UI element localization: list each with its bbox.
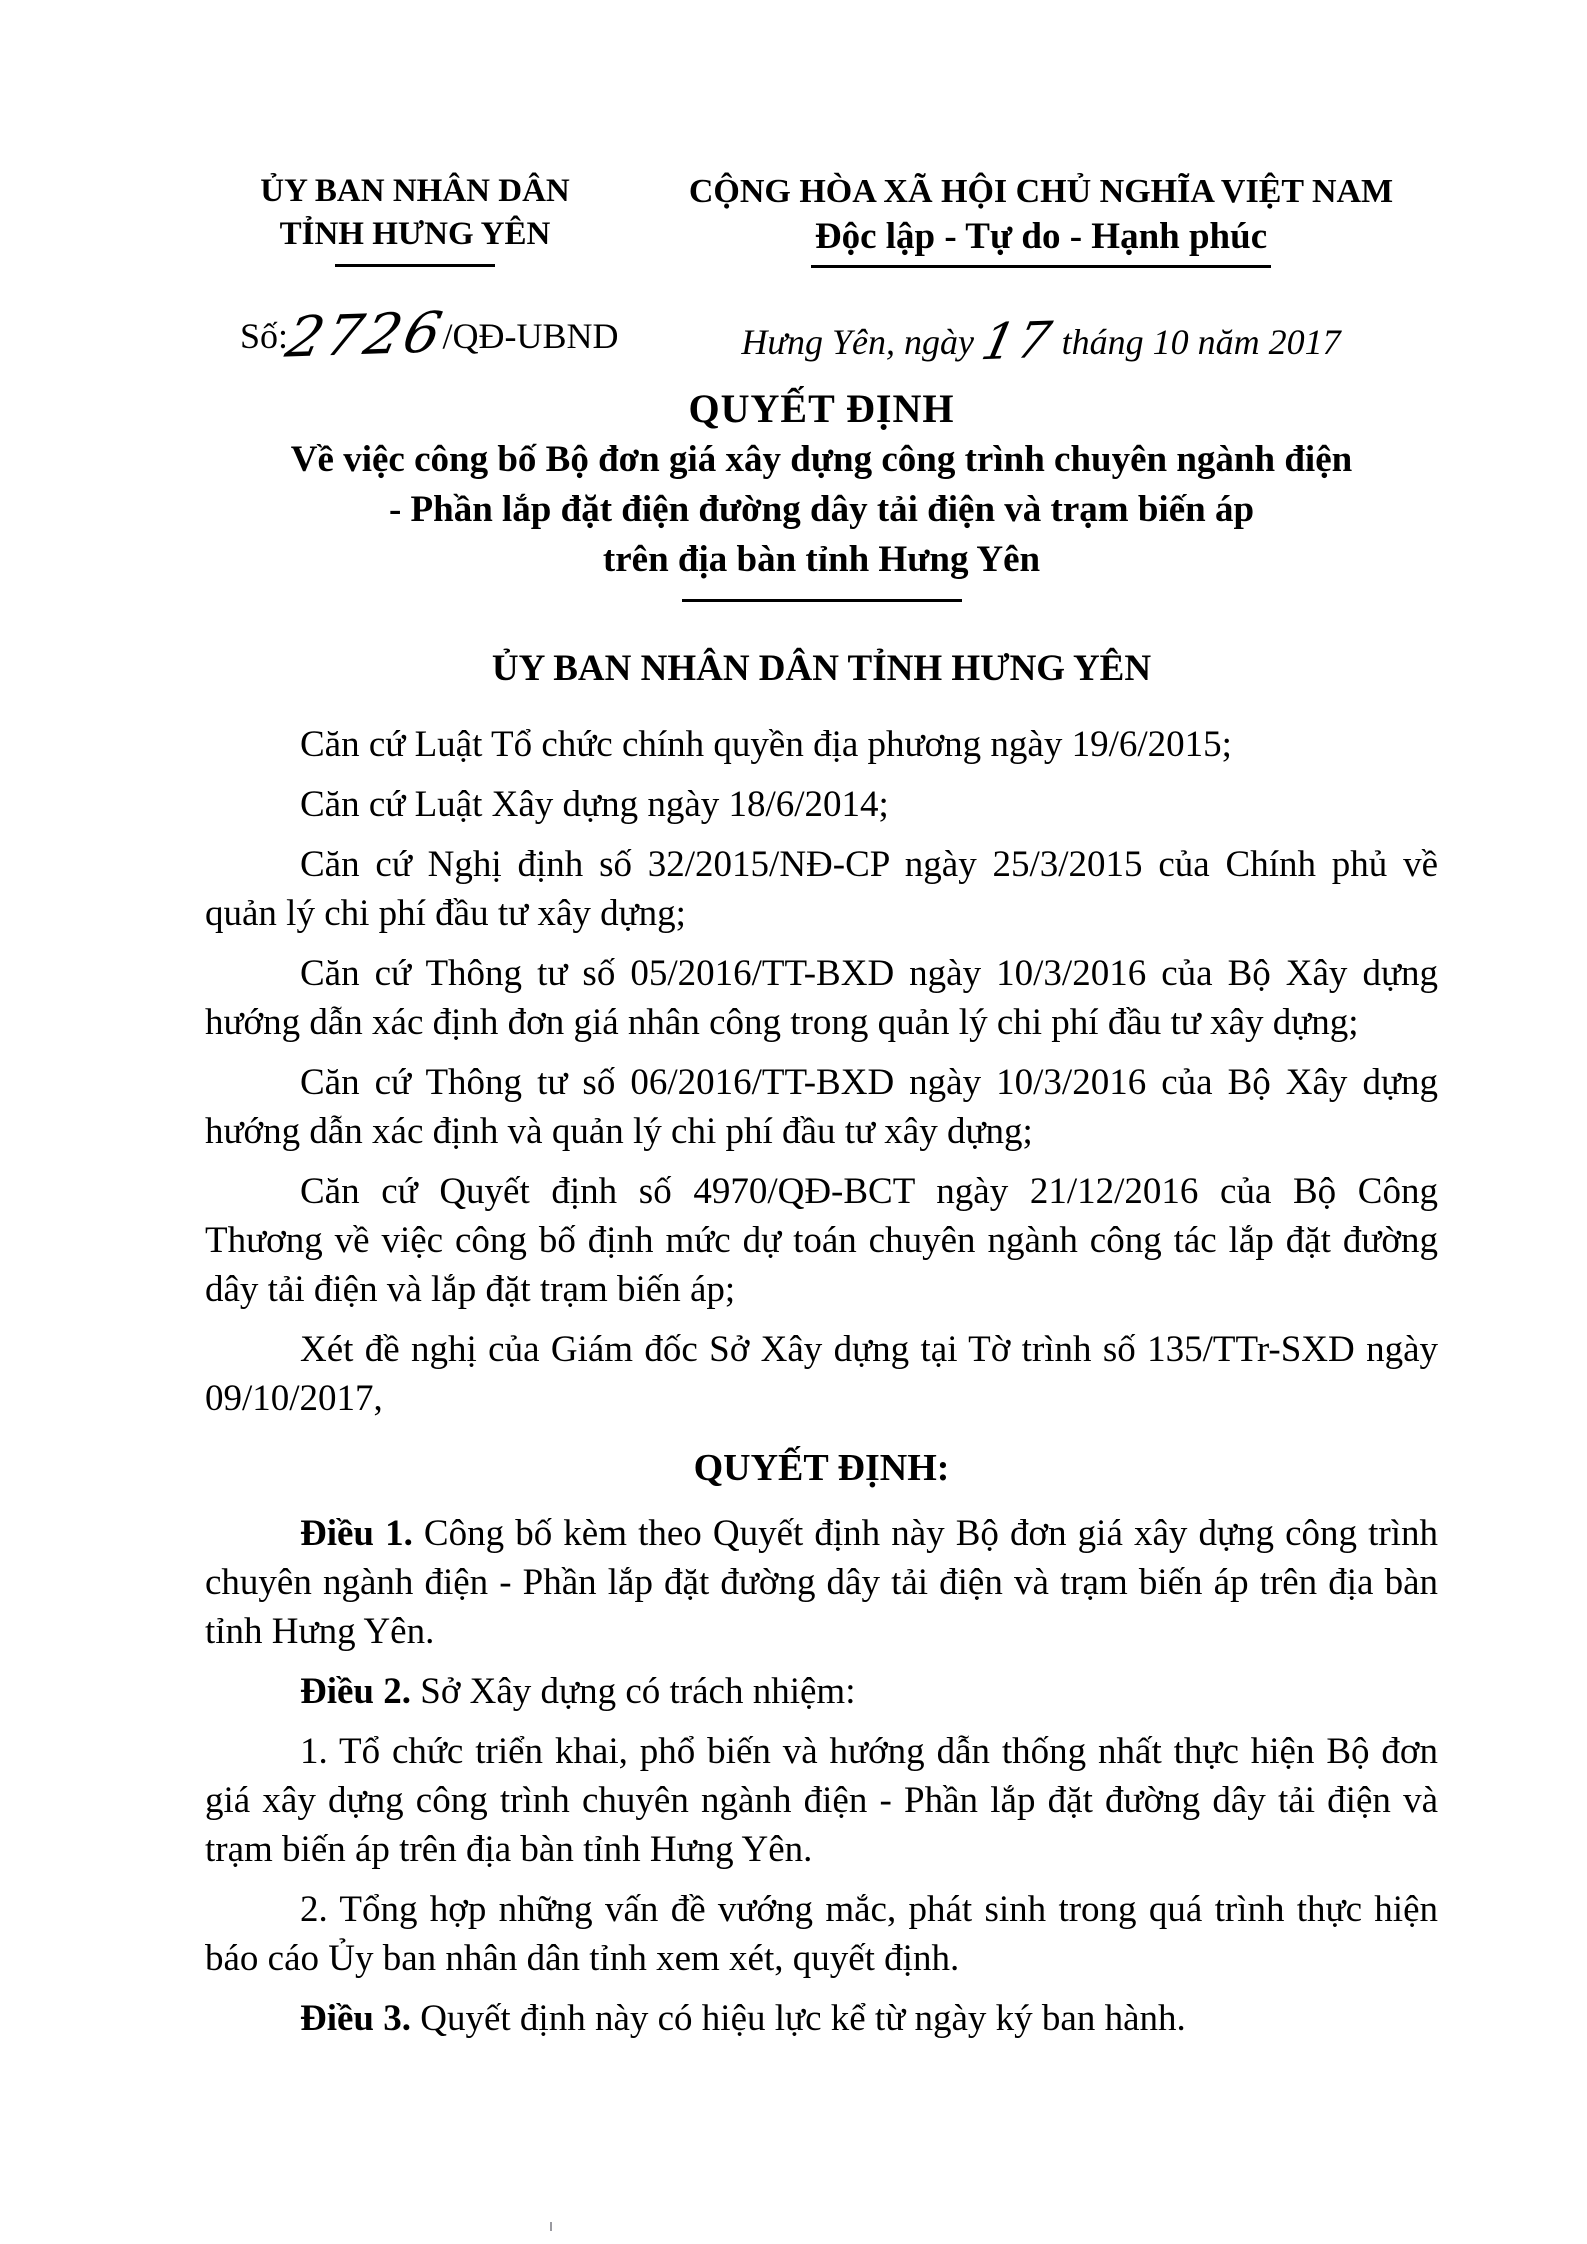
article-label: Điều 2. [300,1671,411,1712]
issuing-org-line1: ỦY BAN NHÂN DÂN [260,173,570,209]
document-number-suffix: /QĐ-UBND [442,316,619,356]
national-title-line: CỘNG HÒA XÃ HỘI CHỦ NGHĨA VIỆT NAM [688,173,1394,210]
article-paragraph [205,1727,1438,1874]
document-number-prefix: Số: [240,316,289,356]
issuing-org-line2: TỈNH HƯNG YÊN [279,216,551,252]
scan-artifact-mark [550,2222,552,2231]
decision-subject-line2: - Phần lắp đặt điện đường dây tải điện và trạm biến áp [388,489,1255,530]
preamble-paragraph: Căn cứ Quyết định số 4970/QĐ-BCT ngày 21/12/2016 của Bộ Công Thương về việc công bố định mức dự toán chuyên ngành công tác lắp đặt đường dây tải điện và lắp đặt trạm biến áp; [205,1171,1438,1310]
place-date-line [665,312,1417,372]
decision-subject-line1: Về việc công bố Bộ đơn giá xây dựng công trình chuyên ngành điện [290,439,1353,480]
issuing-org-underline [335,264,495,267]
article-text: 2. Tổng hợp những vấn đề vướng mắc, phát sinh trong quá trình thực hiện báo cáo Ủy ban nhân dân tỉnh xem xét, quyết định. [205,1889,1438,1979]
article-paragraph [205,1885,1438,1983]
date-day-handwritten: 17 [976,310,1060,372]
place-date-post: tháng 10 năm 2017 [1052,322,1341,362]
document-body [205,383,1438,2054]
article-text: Quyết định này có hiệu lực kể từ ngày ký ban hành. [411,1998,1186,2039]
preamble-paragraph: Căn cứ Nghị định số 32/2015/NĐ-CP ngày 25/3/2015 của Chính phủ về quản lý chi phí đầu tư xây dựng; [205,844,1438,934]
national-motto-underline [811,265,1271,268]
decision-title-block [205,383,1438,602]
preamble-paragraph: Xét đề nghị của Giám đốc Sở Xây dựng tại Tờ trình số 135/TTr-SXD ngày 09/10/2017, [205,1329,1438,1419]
place-date-pre: Hưng Yên, ngày [741,322,983,362]
decision-heading: QUYẾT ĐỊNH [688,386,955,431]
national-motto-line: Độc lập - Tự do - Hạnh phúc [814,216,1268,257]
article-text: Sở Xây dựng có trách nhiệm: [411,1671,856,1712]
national-motto-block [665,170,1417,268]
document-number [240,300,619,371]
article-paragraph [205,1994,1438,2043]
decision-subject-line3: trên địa bàn tỉnh Hưng Yên [602,539,1041,580]
title-underline [682,599,962,602]
article-text: Công bố kèm theo Quyết định này Bộ đơn giá xây dựng công trình chuyên ngành điện - Phần lắp đặt đường dây tải điện và trạm biến áp trên địa bàn tỉnh Hưng Yên. [205,1513,1439,1652]
preamble-paragraph: Căn cứ Thông tư số 05/2016/TT-BXD ngày 10/3/2016 của Bộ Xây dựng hướng dẫn xác định đơn giá nhân công trong quản lý chi phí đầu tư xây dựng; [205,953,1438,1043]
article-paragraph [205,1509,1438,1656]
preamble-paragraph: Căn cứ Luật Xây dựng ngày 18/6/2014; [300,784,889,825]
article-label: Điều 1. [300,1513,413,1554]
article-paragraph [205,1667,1438,1716]
article-label: Điều 3. [300,1998,411,2039]
preamble-paragraph: Căn cứ Thông tư số 06/2016/TT-BXD ngày 10/3/2016 của Bộ Xây dựng hướng dẫn xác định và quản lý chi phí đầu tư xây dựng; [205,1062,1438,1152]
document-number-handwritten: 2726 [280,300,451,371]
issuer-heading: ỦY BAN NHÂN DÂN TỈNH HƯNG YÊN [491,648,1152,689]
preamble-paragraph: Căn cứ Luật Tổ chức chính quyền địa phương ngày 19/6/2015; [300,724,1232,765]
decree-heading: QUYẾT ĐỊNH: [693,1447,950,1489]
issuing-org-block [240,170,590,267]
article-text: 1. Tổ chức triển khai, phổ biến và hướng dẫn thống nhất thực hiện Bộ đơn giá xây dựng công trình chuyên ngành điện - Phần lắp đặt đường dây tải điện và trạm biến áp trên địa bàn tỉnh Hưng Yên. [205,1731,1438,1870]
